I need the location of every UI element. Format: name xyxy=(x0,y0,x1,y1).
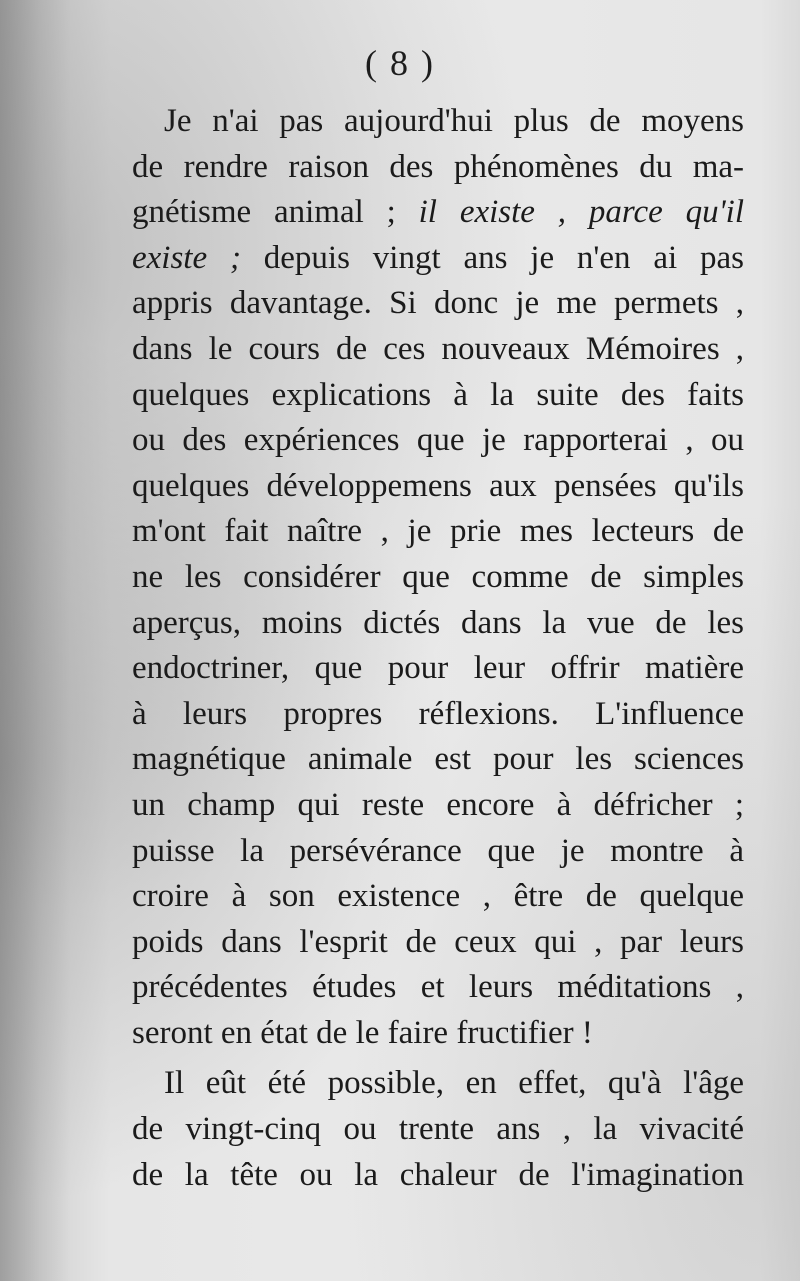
text-line: magnétique animale est pour les sciences xyxy=(132,741,744,778)
text-line: aperçus, moins dictés dans la vue de les xyxy=(132,604,744,641)
text-line: un champ qui reste encore à défricher ; xyxy=(132,786,744,823)
text-line: puisse la persévérance que je montre à xyxy=(132,832,744,869)
text-line: quelques explications à la suite des faits xyxy=(132,376,744,413)
text-line: précédentes études et leurs méditations , xyxy=(132,969,744,1006)
text-line: quelques développemens aux pensées qu'ils xyxy=(132,467,744,504)
text-line: m'ont fait naître , je prie mes lecteurs de xyxy=(132,513,744,550)
text-line: Je n'ai pas aujourd'hui plus de moyens xyxy=(164,103,744,139)
text-line: poids dans l'esprit de ceux qui , par leurs xyxy=(132,923,744,960)
text-line: endoctriner, que pour leur offrir matière xyxy=(132,650,744,687)
text-line: de rendre raison des phénomènes du ma- xyxy=(132,148,744,185)
text-line: croire à son existence , être de quelque xyxy=(132,878,744,915)
text-line: Il eût été possible, en effet, qu'à l'âge xyxy=(164,1065,744,1102)
page-number: ( 8 ) xyxy=(365,43,435,83)
text-line: dans le cours de ces nouveaux Mémoires , xyxy=(132,330,744,367)
text-line: de vingt-cinq ou trente ans , la vivacité xyxy=(132,1111,744,1148)
text-line xyxy=(132,190,744,236)
text-line: seront en état de le faire fructifier ! xyxy=(132,1014,593,1051)
body-text xyxy=(132,99,744,1198)
italic-segment: il existe , parce qu'il xyxy=(418,194,745,231)
text-line: à leurs propres réflexions. L'influence xyxy=(132,695,744,732)
text-line: ou des expériences que je rapporterai , ou xyxy=(132,422,744,459)
text-line: appris davantage. Si donc je me permets , xyxy=(132,285,744,322)
text-segment: gnétisme animal ; xyxy=(132,194,419,231)
italic-segment: existe ; xyxy=(132,239,241,276)
page-edge-shadow xyxy=(0,0,70,1281)
text-line: ne les considérer que comme de simples xyxy=(132,558,744,595)
text-segment: depuis vingt ans je n'en ai pas xyxy=(240,239,745,276)
text-line xyxy=(132,236,744,282)
text-line: de la tête ou la chaleur de l'imagination xyxy=(132,1156,744,1193)
